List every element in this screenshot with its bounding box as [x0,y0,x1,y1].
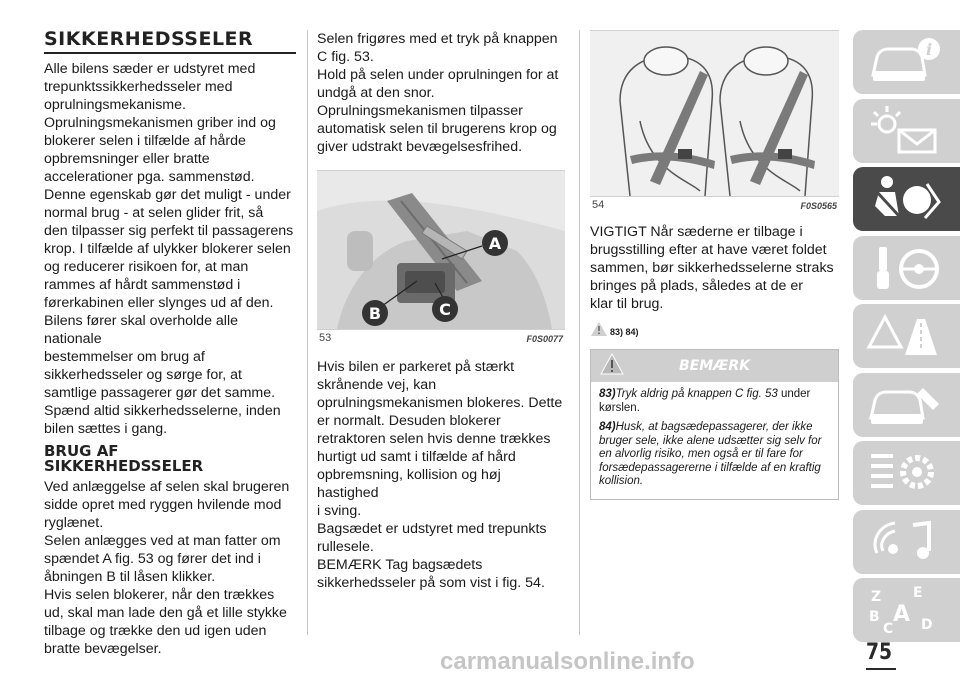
text-line: rullesele. [317,539,374,555]
tab-safety[interactable] [853,167,960,231]
text-line: Spænd altid sikkerhedsselerne, inden [44,403,281,419]
text-line: VIGTIGT Når sæderne er tilbage i [590,224,803,240]
text-line: bratte bevægelser. [44,641,162,657]
note-text: Tryk aldrig på knappen C fig. 53 [615,388,778,400]
subsection-title-line: BRUG AF [44,442,119,460]
text-line: Alle bilens sæder er udstyret med [44,61,256,77]
figure-53-caption [317,330,565,344]
text-line: Ved anlæggelse af selen skal brugeren [44,479,290,495]
tab-lights-messages[interactable] [853,99,960,163]
text-line: BEMÆRK Tag bagsædets [317,557,483,573]
note-text: Husk, at bagsædepassagerer, der ikke bruger sele, ikke alene udsætter sig selv for en alvorlig risiko, men også er til fare for forsædepassagererne i tilfælde af en kraftig kollision. [599,421,822,487]
note-number: 84) [599,421,616,433]
text-line: C fig. 53. [317,49,374,65]
svg-text:A: A [893,602,911,627]
text-line: bringes på plads, således at de er [590,278,803,294]
lights-envelope-icon [865,104,945,158]
warning-ref-text: 83) 84) [610,327,639,337]
media-icon [865,515,945,569]
svg-text:Z: Z [871,589,882,605]
text-line: Oprulningsmekanismen tilpasser [317,103,523,119]
text-line: spændet A fig. 53 og fører det ind i [44,551,261,567]
text-line: opbremsning, kollision og høj hastighed [317,467,501,501]
text-line: accelerationer pga. sammenstød. [44,169,255,185]
text-line: giver udstrakt bevægelsesfrihed. [317,139,523,155]
warning-road-icon [865,309,945,363]
text-line: og reducerer risikoen for, at man [44,259,249,275]
column-divider [307,30,308,635]
intro-paragraph [44,60,296,438]
seatbelt-buckle-illustration [317,171,565,329]
tab-multimedia[interactable] [853,510,960,574]
note-text: under [777,388,811,400]
text-line: rammes af hårdt sammenstød i [44,277,241,293]
text-line: ryglænet. [44,515,104,531]
text-line: opbremsninger eller bratte [44,151,210,167]
tab-technical-data[interactable] [853,441,960,505]
svg-text:D: D [921,617,933,633]
figure-54 [590,30,839,197]
rear-seatbelts-illustration [590,31,839,196]
text-line: førerkabinen eller slynges ud af den. [44,295,274,311]
svg-text:i: i [925,40,933,59]
text-line: retraktoren selen hvis denne trækkes [317,431,551,447]
text-line: Selen anlægges ved at man fatter om [44,533,281,549]
callout-c: C [439,300,451,319]
page-number-underline [866,668,896,670]
text-line: Bilens fører skal overholde alle nationale [44,313,238,347]
figure-code: F0S0565 [800,201,837,211]
text-line: klar til brug. [590,296,664,312]
tab-maintenance[interactable] [853,373,960,437]
text-line: skrånende vej, kan [317,377,437,393]
callout-a: A [488,234,502,253]
subsection-title [44,444,296,474]
text-line: samtlige passagerer gør det samme. [44,385,276,401]
release-paragraph [317,30,565,156]
text-line: den tilpasser sig perfekt til passagerens [44,223,294,239]
car-info-icon [865,35,945,89]
gears-list-icon [865,446,945,500]
text-line: Hvis bilen er parkeret på stærkt [317,359,515,375]
svg-text:B: B [869,609,880,625]
text-line: krop. I tilfælde af ulykker blokerer selen [44,241,291,257]
text-line: automatisk selen til brugerens krop og [317,121,557,137]
text-line: blokerer selen i tilfælde af hårde [44,133,246,149]
text-line: oprulningsmekanismen blokeres. Dette [317,395,563,411]
text-line: normal brug - at selen glider frit, så [44,205,264,221]
column-left [44,0,296,658]
subsection-title-line: SIKKERHEDSSELER [44,457,204,475]
text-line: bilen sættes i gang. [44,421,168,437]
figure-53 [317,170,565,330]
tab-car-info[interactable] [853,30,960,94]
watermark: carmanualsonline.info [440,648,695,675]
tab-starting-driving[interactable] [853,236,960,300]
text-line: bestemmelser om brug af [44,349,205,365]
section-title: SIKKERHEDSSELER [44,28,296,54]
svg-text:C: C [883,621,894,637]
text-line: i sving. [317,503,362,519]
note-number: 83) [599,388,616,400]
text-line: undgå at den snor. [317,85,435,101]
callout-b: B [368,304,382,323]
column-right [590,0,839,500]
figure-54-caption [590,197,839,211]
text-line: Hvis selen blokerer, når den trækkes [44,587,275,603]
text-line: Hold på selen under oprulningen for at [317,67,559,83]
text-line: oprulningsmekanisme. [44,97,186,113]
warning-triangle-icon [599,352,625,376]
text-line: sammen, bør sikkerhedsselerne straks [590,260,834,276]
warning-references [590,321,839,337]
column-divider [579,30,580,635]
tab-emergency[interactable] [853,304,960,368]
figure-number: 53 [319,332,332,344]
tab-index[interactable] [853,578,960,642]
note-header [591,350,838,382]
svg-text:E: E [913,585,923,601]
important-paragraph [590,223,839,313]
chapter-tabs [853,30,960,647]
warning-triangle-icon [590,321,608,337]
note-heading: BEMÆRK [679,358,750,374]
note-item-84 [591,415,838,499]
car-wrench-icon [865,378,945,432]
text-line: sikkerhedsseler på som vist i fig. 54. [317,575,545,591]
note-item-83 [591,382,838,415]
figure-number: 54 [592,199,605,211]
text-line: trepunktssikkerhedsseler med [44,79,233,95]
text-line: Denne egenskab gør det muligt - under [44,187,291,203]
column-middle [317,0,565,592]
text-line: Bagsædet er udstyret med trepunkts [317,521,547,537]
note-text: kørslen. [599,401,640,414]
text-line: åbningen B til låsen klikker. [44,569,216,585]
text-line: sikkerhedsseler og sørge for, at [44,367,242,383]
alphabet-index-icon [865,583,945,637]
text-line: Selen frigøres med et tryk på knappen [317,31,558,47]
text-line: sidde opret med ryggen hvilende mod [44,497,282,513]
text-line: tilbage og trække den ud igen uden [44,623,267,639]
text-line: hurtigt ud samt i tilfælde af hård [317,449,516,465]
figure-code: F0S0077 [526,334,563,344]
page-number: 75 [866,640,893,665]
key-steering-wheel-icon [865,241,945,295]
text-line: Oprulningsmekanismen griber ind og [44,115,276,131]
text-line: er normalt. Desuden blokerer [317,413,501,429]
note-box [590,349,839,500]
seatbelt-airbag-icon [865,172,945,226]
text-line: ud, skal man lade den gå et lille stykke [44,605,287,621]
parking-paragraph [317,358,565,592]
usage-paragraph [44,478,296,658]
text-line: brugsstilling efter at have været foldet [590,242,827,258]
